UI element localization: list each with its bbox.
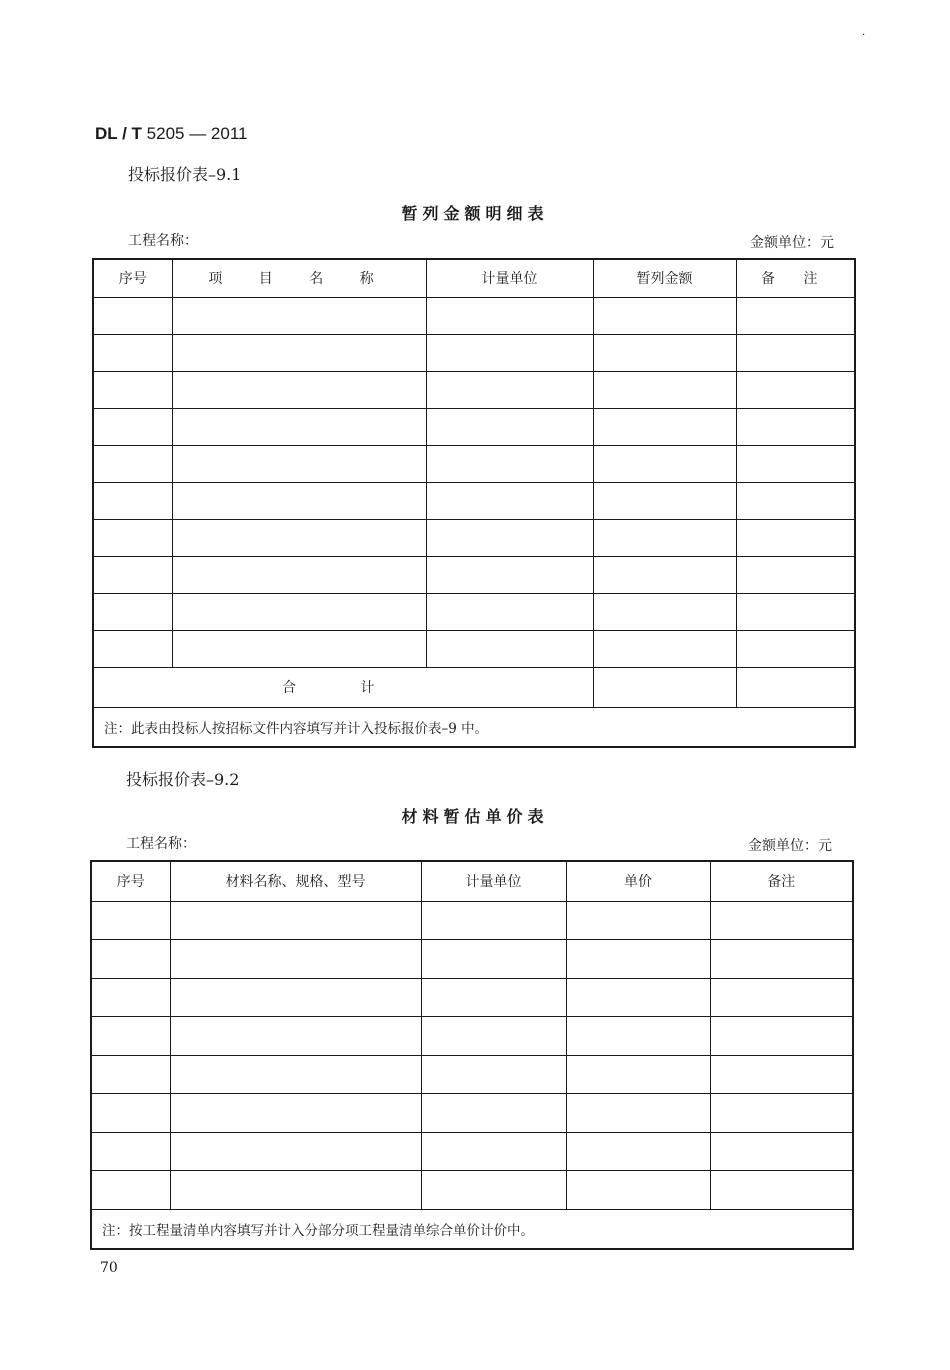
table1-cell[interactable] <box>426 593 593 630</box>
table1-header-unit: 计量单位 <box>426 259 593 297</box>
table1-cell[interactable] <box>426 371 593 408</box>
table2-row <box>91 1171 853 1210</box>
table1-cell[interactable] <box>593 371 736 408</box>
table2-row <box>91 978 853 1017</box>
table2-cell[interactable] <box>421 940 566 979</box>
table1-cell[interactable] <box>736 408 855 445</box>
table2-cell[interactable] <box>710 1132 853 1171</box>
table1-cell[interactable] <box>736 519 855 556</box>
table1-unit-label: 金额单位：元 <box>750 235 834 251</box>
table2-cell[interactable] <box>710 1017 853 1056</box>
form-label-9-2: 投标报价表–9.2 <box>126 770 240 789</box>
table2-header-row <box>91 861 853 901</box>
table2-header-remarks: 备注 <box>710 861 853 901</box>
table1-cell[interactable] <box>93 556 172 593</box>
table1-row <box>93 334 855 371</box>
table2-cell[interactable] <box>421 978 566 1017</box>
table2-header-unit-price: 单价 <box>566 861 710 901</box>
table1-cell[interactable] <box>593 445 736 482</box>
table2-cell[interactable] <box>710 901 853 940</box>
scan-speck: · <box>862 30 866 41</box>
table2-cell[interactable] <box>170 940 421 979</box>
table1-total-remarks-cell[interactable] <box>736 667 855 707</box>
table1-cell[interactable] <box>172 556 426 593</box>
table1-cell[interactable] <box>172 297 426 334</box>
table1-row <box>93 482 855 519</box>
table1-note: 注：此表由投标人按招标文件内容填写并计入投标报价表–9 中。 <box>93 707 855 747</box>
table1-cell[interactable] <box>426 482 593 519</box>
table1-cell[interactable] <box>426 445 593 482</box>
table1-cell[interactable] <box>172 482 426 519</box>
table1-body <box>93 297 855 667</box>
table1-cell[interactable] <box>172 593 426 630</box>
table1-cell[interactable] <box>593 519 736 556</box>
table2-cell[interactable] <box>710 1094 853 1133</box>
table1-cell[interactable] <box>426 408 593 445</box>
table1-row <box>93 445 855 482</box>
table2-cell[interactable] <box>91 1055 170 1094</box>
table2-unit-label: 金额单位：元 <box>748 838 832 854</box>
table2-cell[interactable] <box>170 1094 421 1133</box>
table1-cell[interactable] <box>93 445 172 482</box>
table1-cell[interactable] <box>736 334 855 371</box>
table2-cell[interactable] <box>566 901 710 940</box>
table1-cell[interactable] <box>736 445 855 482</box>
table1-cell[interactable] <box>172 334 426 371</box>
table2-cell[interactable] <box>566 1132 710 1171</box>
table2-cell[interactable] <box>710 1171 853 1210</box>
table1-header-item-name: 项 目 名 称 <box>172 259 426 297</box>
table1-cell[interactable] <box>93 408 172 445</box>
table1-cell[interactable] <box>593 630 736 667</box>
table2-body <box>91 901 853 1209</box>
table2-row <box>91 940 853 979</box>
table1-cell[interactable] <box>426 297 593 334</box>
page-number: 70 <box>100 1260 118 1276</box>
table2-cell[interactable] <box>91 940 170 979</box>
table2-header-no: 序号 <box>91 861 170 901</box>
table1-row <box>93 593 855 630</box>
table2-row <box>91 1017 853 1056</box>
table1-cell[interactable] <box>736 482 855 519</box>
table2-cell[interactable] <box>566 978 710 1017</box>
table2-cell[interactable] <box>421 1055 566 1094</box>
table2-cell[interactable] <box>421 1171 566 1210</box>
table2-header-material-name: 材料名称、规格、型号 <box>170 861 421 901</box>
table2-title: 材料暂估单价表 <box>401 807 549 826</box>
table1-total-amount-cell[interactable] <box>593 667 736 707</box>
table1-cell[interactable] <box>736 593 855 630</box>
table1-total-row <box>93 667 855 707</box>
table2-cell[interactable] <box>566 1094 710 1133</box>
table1-note-row <box>93 707 855 747</box>
table2-cell[interactable] <box>170 1055 421 1094</box>
table2-cell[interactable] <box>566 1171 710 1210</box>
table1-total-label: 合 计 <box>93 667 593 707</box>
table2-cell[interactable] <box>170 1171 421 1210</box>
table2-row <box>91 1132 853 1171</box>
table1-cell[interactable] <box>172 519 426 556</box>
table1-cell[interactable] <box>172 630 426 667</box>
standard-code <box>95 124 247 144</box>
table2-cell[interactable] <box>421 901 566 940</box>
table1-row <box>93 408 855 445</box>
table1-cell[interactable] <box>593 556 736 593</box>
table2-cell[interactable] <box>421 1017 566 1056</box>
form-label-9-1: 投标报价表–9.1 <box>128 165 242 184</box>
table1-cell[interactable] <box>736 556 855 593</box>
provisional-sum-table <box>92 258 856 748</box>
table1-cell[interactable] <box>93 482 172 519</box>
table1-cell[interactable] <box>426 556 593 593</box>
table1-cell[interactable] <box>593 297 736 334</box>
table2-row <box>91 901 853 940</box>
table2-header-unit: 计量单位 <box>421 861 566 901</box>
table1-cell[interactable] <box>172 445 426 482</box>
table2-cell[interactable] <box>91 1171 170 1210</box>
table1-row <box>93 371 855 408</box>
table2-row <box>91 1094 853 1133</box>
table1-cell[interactable] <box>593 408 736 445</box>
table1-cell[interactable] <box>736 630 855 667</box>
table2-cell[interactable] <box>91 978 170 1017</box>
table1-cell[interactable] <box>426 519 593 556</box>
table2-cell[interactable] <box>566 940 710 979</box>
table2-cell[interactable] <box>91 1017 170 1056</box>
table1-cell[interactable] <box>93 519 172 556</box>
table2-cell[interactable] <box>566 1017 710 1056</box>
table2-cell[interactable] <box>710 978 853 1017</box>
table2-cell[interactable] <box>710 940 853 979</box>
table1-cell[interactable] <box>426 334 593 371</box>
table1-cell[interactable] <box>593 334 736 371</box>
table2-cell[interactable] <box>170 1132 421 1171</box>
table1-project-name-label: 工程名称： <box>128 233 198 249</box>
table1-title: 暂列金额明细表 <box>401 204 549 223</box>
table2-row <box>91 1055 853 1094</box>
table1-cell[interactable] <box>172 408 426 445</box>
table2-cell[interactable] <box>566 1055 710 1094</box>
table1-header-amount: 暂列金额 <box>593 259 736 297</box>
table2-note: 注：按工程量清单内容填写并计入分部分项工程量清单综合单价计价中。 <box>91 1209 853 1249</box>
table1-cell[interactable] <box>593 593 736 630</box>
table1-row <box>93 297 855 334</box>
table2-cell[interactable] <box>170 978 421 1017</box>
table1-cell[interactable] <box>93 371 172 408</box>
material-unit-price-table <box>90 860 854 1250</box>
table1-header-remarks: 备 注 <box>736 259 855 297</box>
table2-cell[interactable] <box>170 1017 421 1056</box>
standard-code-number: 5205 — 2011 <box>146 124 248 143</box>
table2-cell[interactable] <box>91 1132 170 1171</box>
standard-code-prefix: DL / T <box>95 124 142 143</box>
table2-cell[interactable] <box>170 901 421 940</box>
table2-cell[interactable] <box>421 1094 566 1133</box>
table1-row <box>93 630 855 667</box>
table1-cell[interactable] <box>736 297 855 334</box>
table1-cell[interactable] <box>593 482 736 519</box>
table2-cell[interactable] <box>710 1055 853 1094</box>
table1-header-no: 序号 <box>93 259 172 297</box>
table1-cell[interactable] <box>736 371 855 408</box>
table1-row <box>93 519 855 556</box>
table1-cell[interactable] <box>172 371 426 408</box>
table2-note-row <box>91 1209 853 1249</box>
table1-cell[interactable] <box>426 630 593 667</box>
table1-cell[interactable] <box>93 593 172 630</box>
table2-cell[interactable] <box>91 1094 170 1133</box>
table1-cell[interactable] <box>93 334 172 371</box>
table1-cell[interactable] <box>93 630 172 667</box>
table1-row <box>93 556 855 593</box>
table2-project-name-label: 工程名称： <box>126 836 196 852</box>
table1-cell[interactable] <box>93 297 172 334</box>
table2-cell[interactable] <box>91 901 170 940</box>
table1-header-row <box>93 259 855 297</box>
table2-cell[interactable] <box>421 1132 566 1171</box>
